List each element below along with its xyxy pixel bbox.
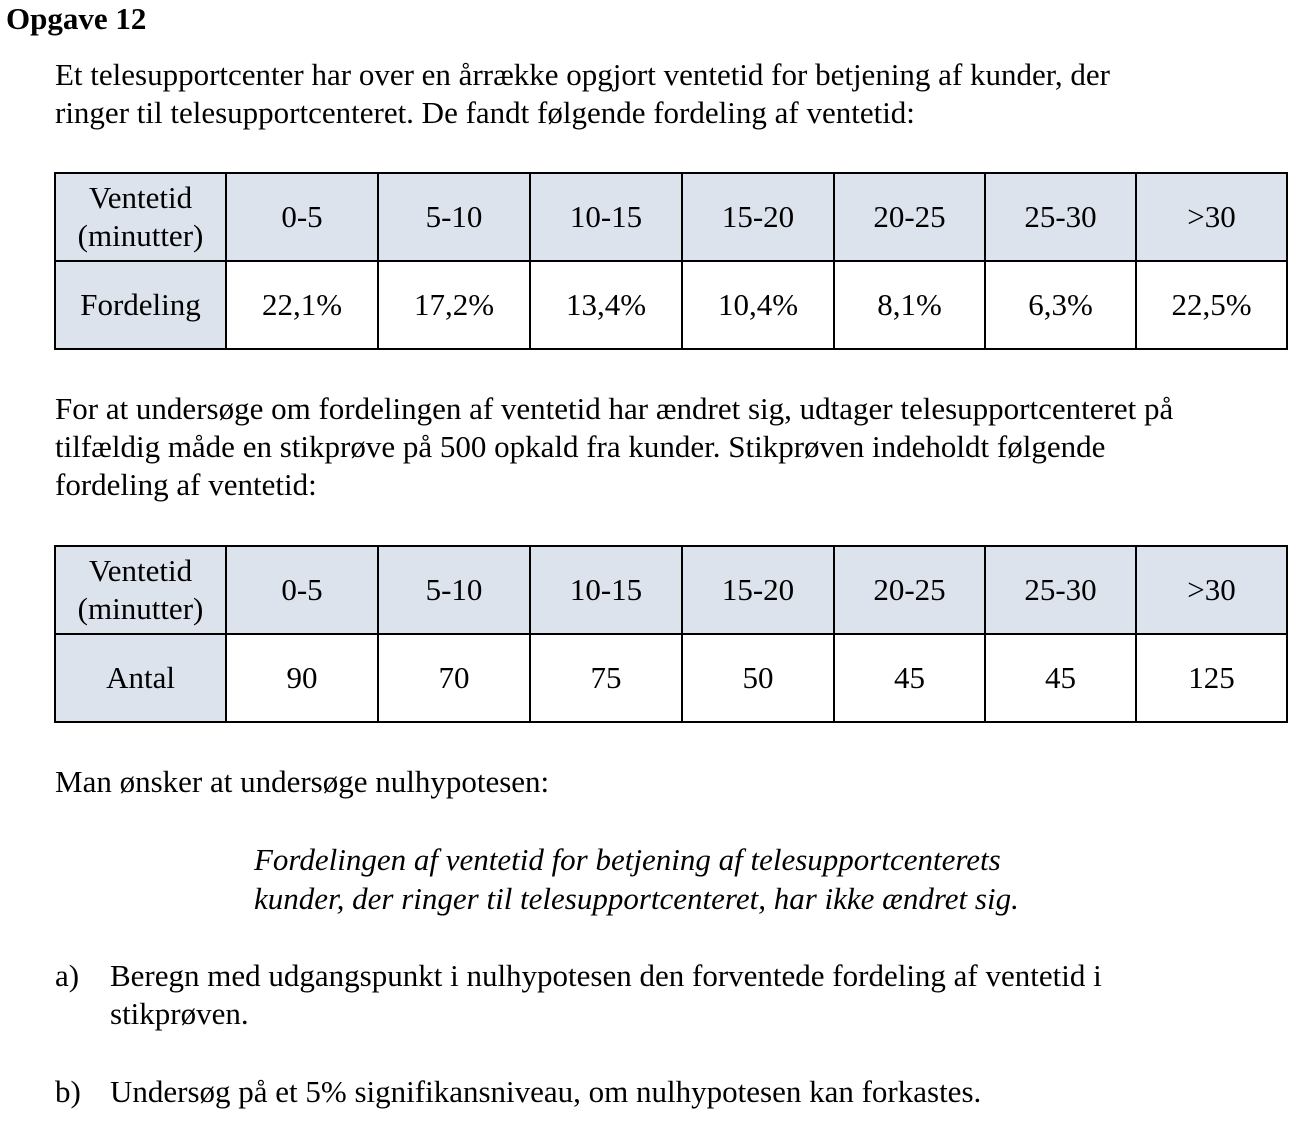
category-cell: 10-15 xyxy=(530,173,682,261)
hypothesis-line: Fordelingen af ventetid for betjening af telesupportcenterets xyxy=(254,842,1001,877)
header-label-line: (minutter) xyxy=(77,591,204,626)
exercise-title: Opgave 12 xyxy=(6,1,147,36)
value-cell: 125 xyxy=(1136,634,1287,722)
sample-count-table xyxy=(54,545,1288,723)
task-line: stikprøven. xyxy=(110,996,249,1031)
table-header-row xyxy=(55,173,1287,261)
category-cell: >30 xyxy=(1136,546,1287,634)
sample-line: fordeling af ventetid: xyxy=(55,467,317,502)
distribution-table xyxy=(54,172,1288,350)
task-b xyxy=(55,1073,1295,1113)
intro-line: Et telesupportcenter har over en årrække opgjort ventetid for betjening af kunder, der xyxy=(55,57,1110,92)
header-label-line: (minutter) xyxy=(77,218,204,253)
value-cell: 45 xyxy=(834,634,985,722)
category-cell: 20-25 xyxy=(834,173,985,261)
value-cell: 10,4% xyxy=(682,261,834,349)
task-marker: b) xyxy=(55,1074,81,1109)
intro-line: ringer til telesupportcenteret. De fandt følgende fordeling af ventetid: xyxy=(55,95,915,130)
row-label-cell: Antal xyxy=(55,634,226,722)
value-cell: 8,1% xyxy=(834,261,985,349)
task-text xyxy=(110,957,1102,1033)
task-a xyxy=(55,957,1295,1037)
category-cell: 15-20 xyxy=(682,173,834,261)
sample-line: tilfældig måde en stikprøve på 500 opkald fra kunder. Stikprøven indeholdt følgende xyxy=(55,429,1106,464)
value-cell: 22,5% xyxy=(1136,261,1287,349)
table-row xyxy=(55,634,1287,722)
task-line: Beregn med udgangspunkt i nulhypotesen den forventede fordeling af ventetid i xyxy=(110,958,1102,993)
value-cell: 70 xyxy=(378,634,530,722)
value-cell: 90 xyxy=(226,634,378,722)
task-marker: a) xyxy=(55,958,80,993)
category-cell: 20-25 xyxy=(834,546,985,634)
category-cell: 5-10 xyxy=(378,173,530,261)
header-label-cell xyxy=(55,173,226,261)
sample-paragraph xyxy=(55,390,1295,504)
value-cell: 17,2% xyxy=(378,261,530,349)
intro-paragraph xyxy=(55,56,1295,132)
row-label-cell: Fordeling xyxy=(55,261,226,349)
header-label-line: Ventetid xyxy=(88,553,193,588)
value-cell: 22,1% xyxy=(226,261,378,349)
header-label-line: Ventetid xyxy=(88,180,193,215)
category-cell: 25-30 xyxy=(985,546,1136,634)
task-line: Undersøg på et 5% signifikansniveau, om nulhypotesen kan forkastes. xyxy=(110,1074,982,1109)
category-cell: 0-5 xyxy=(226,546,378,634)
value-cell: 50 xyxy=(682,634,834,722)
category-cell: 10-15 xyxy=(530,546,682,634)
header-label-cell xyxy=(55,546,226,634)
hypothesis-line: kunder, der ringer til telesupportcenteret, har ikke ændret sig. xyxy=(254,881,1019,916)
category-cell: 25-30 xyxy=(985,173,1136,261)
category-cell: 0-5 xyxy=(226,173,378,261)
table-row xyxy=(55,261,1287,349)
hypothesis-intro: Man ønsker at undersøge nulhypotesen: xyxy=(55,764,550,799)
sample-line: For at undersøge om fordelingen af ventetid har ændret sig, udtager telesupportcenteret på xyxy=(55,391,1174,426)
value-cell: 45 xyxy=(985,634,1136,722)
category-cell: 15-20 xyxy=(682,546,834,634)
value-cell: 6,3% xyxy=(985,261,1136,349)
table-header-row xyxy=(55,546,1287,634)
value-cell: 75 xyxy=(530,634,682,722)
task-text xyxy=(110,1073,981,1111)
category-cell: >30 xyxy=(1136,173,1287,261)
category-cell: 5-10 xyxy=(378,546,530,634)
value-cell: 13,4% xyxy=(530,261,682,349)
null-hypothesis xyxy=(254,840,1019,918)
